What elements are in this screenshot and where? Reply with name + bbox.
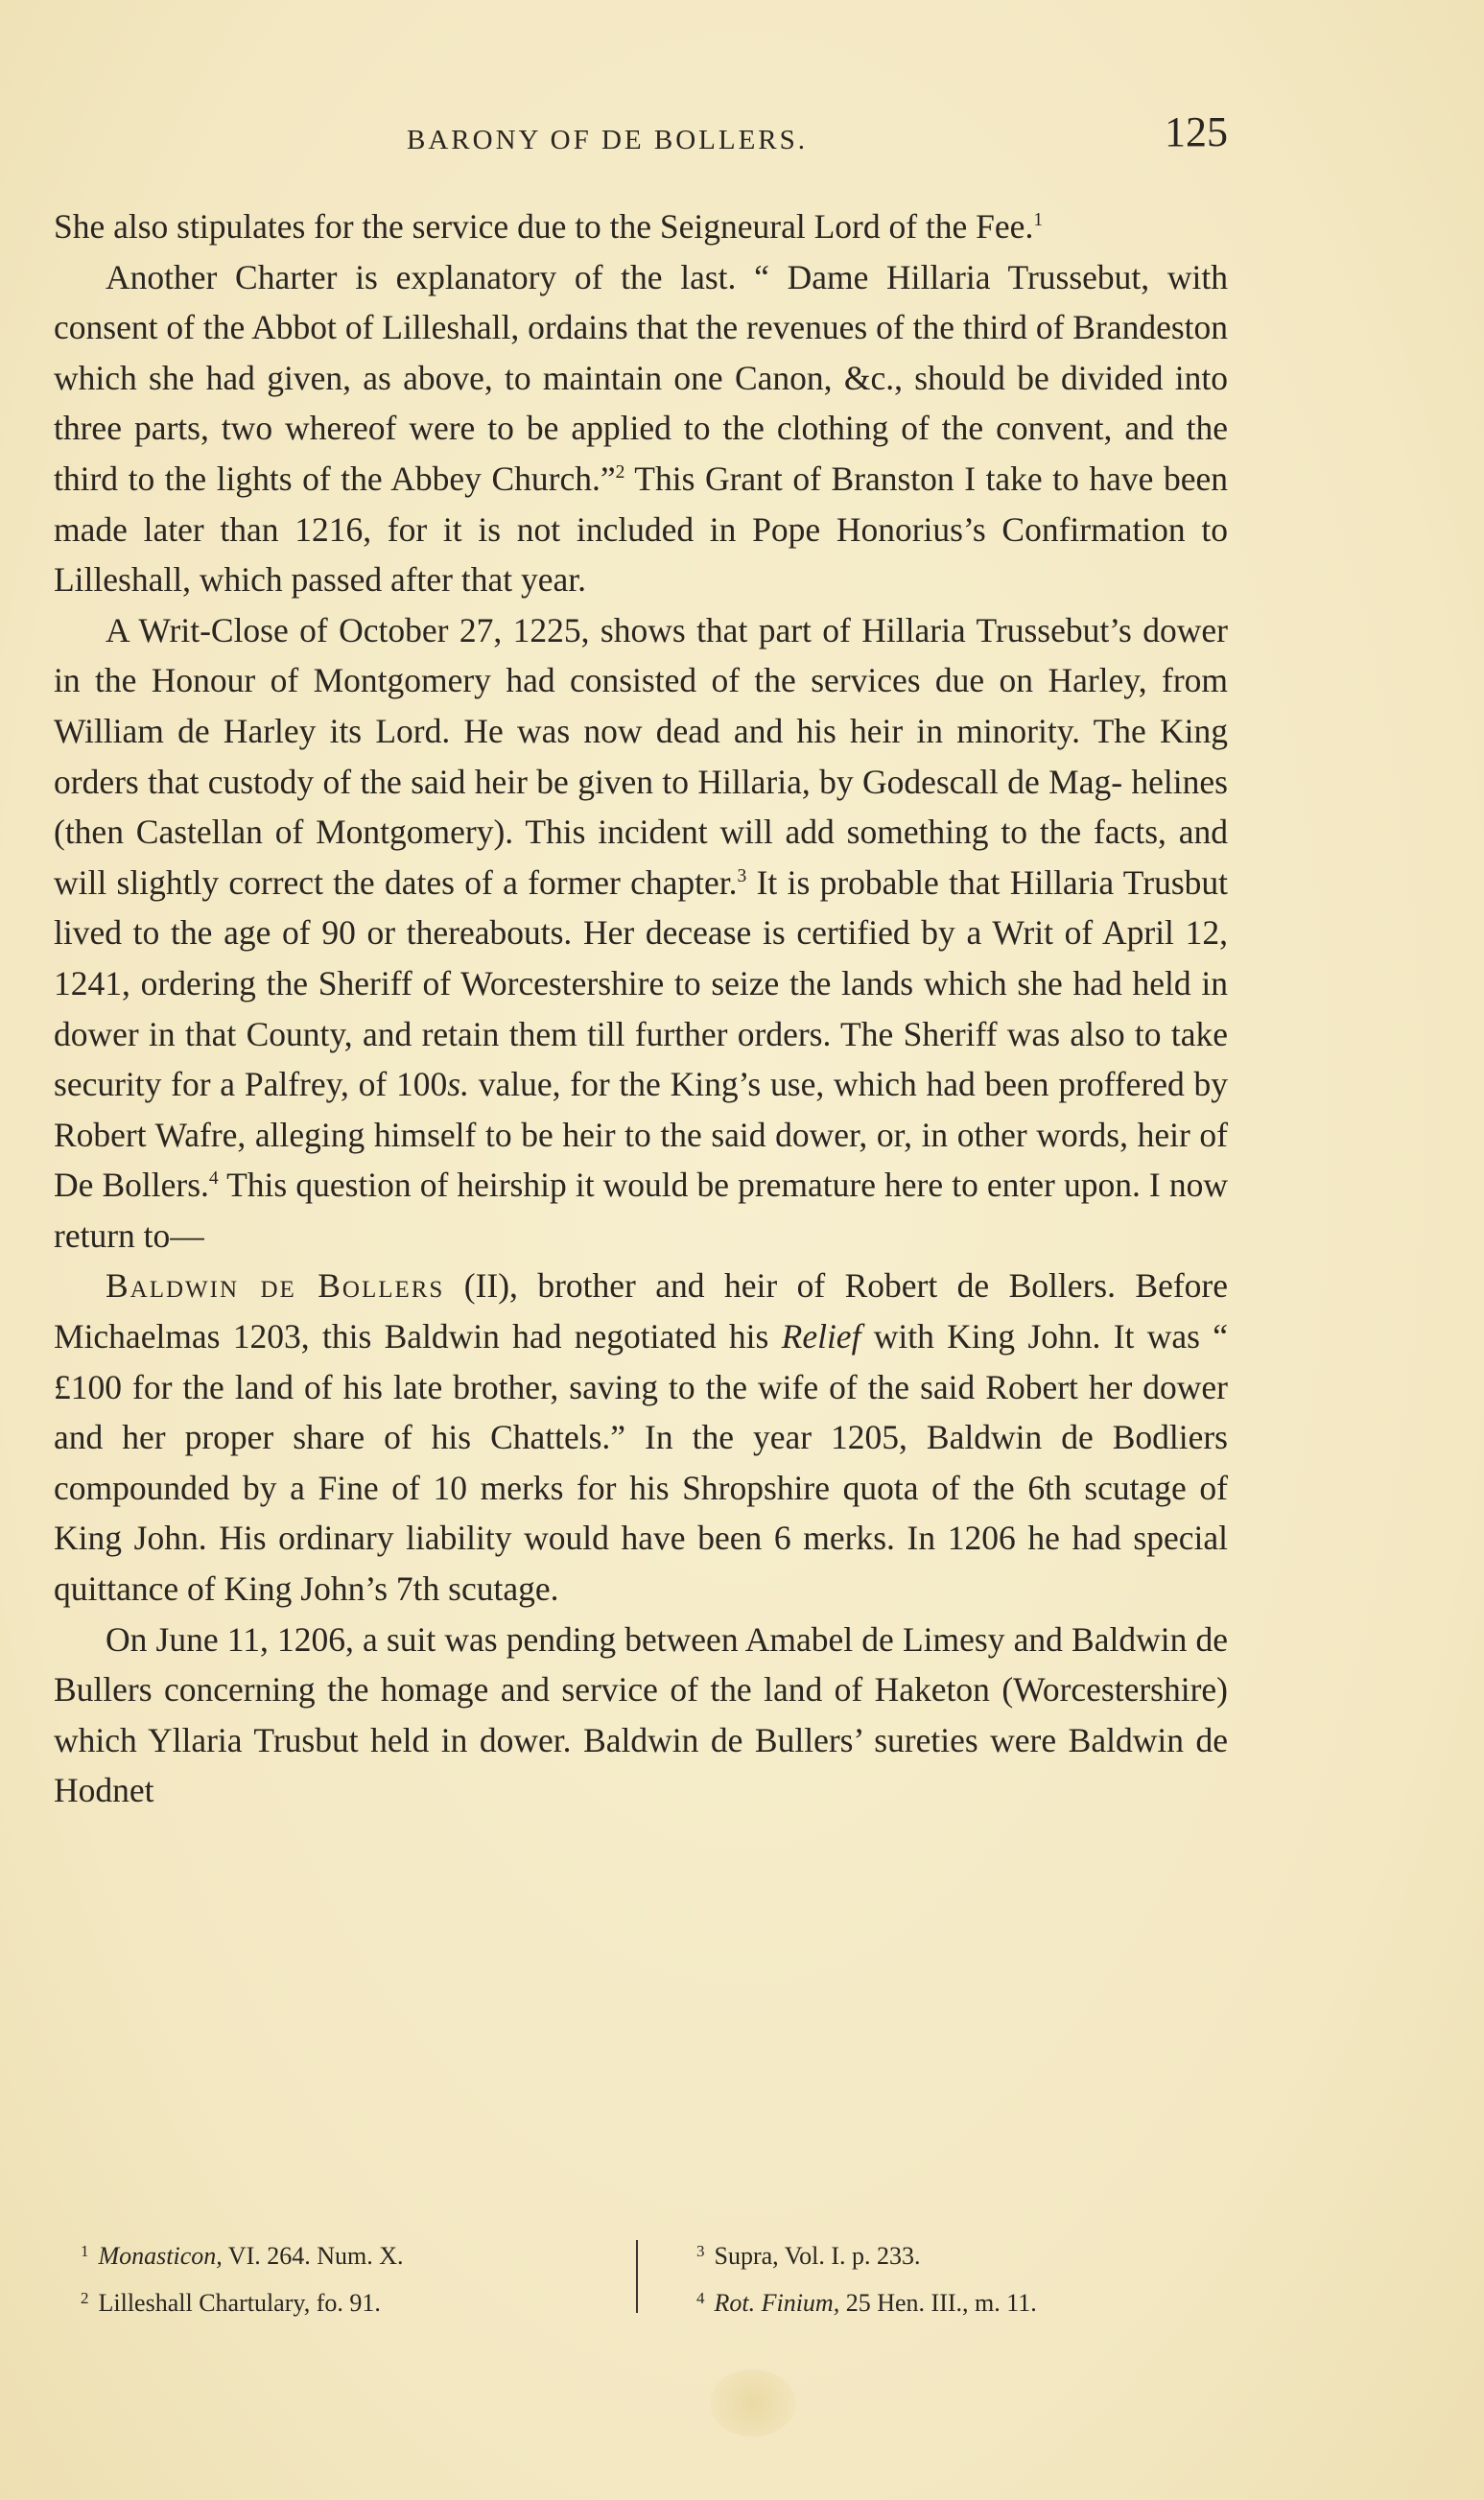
paragraph-2: Another Charter is explanatory of the last. “ Dame Hillaria Trussebut, with consent of the Abbot of Lilleshall, ordains that the revenues of the third of Brandeston which she had given, as above, to maintain one Canon, &c., should be divided into three parts, two whereof were to be applied to the clothing of the convent, and the third to the lights of the Abbey Church.”$^2$ This Grant of Branston I take to have been made later than 1216, for it is not included in Pope Honorius’s Confirmation to Lilleshall, which passed after that year. xyxy=(54,257,1228,600)
footnote-3: $^3$ Supra, Vol. I. p. 233. xyxy=(696,2242,921,2270)
footnotes xyxy=(54,2230,1228,2317)
footnotes-right-column xyxy=(696,2230,1037,2324)
footnote-ref-4[interactable]: 4 xyxy=(208,1168,219,1190)
footnote-ref-1[interactable]: 1 xyxy=(1033,210,1044,231)
running-head: BARONY OF DE BOLLERS. xyxy=(407,125,809,155)
paragraph-4: Baldwin de Bollers (II), brother and heir of Robert de Bollers. Before Michaelmas 1203, this Baldwin had negotiated his Relief with King John. It was “ £100 for the land of his late brother, saving to the wife of the said Robert her dower and her proper share of his Chattels.” In the year 1205, Baldwin de Bodliers compounded by a Fine of 10 merks for his Shropshire quota of the 6th scutage of King John. His ordinary liability would have been 6 merks. In 1206 he had special quittance of King John’s 7th scutage. xyxy=(54,1266,1228,1609)
paragraph-3: A Writ-Close of October 27, 1225, shows that part of Hillaria Trussebut’s dower in the Honour of Montgomery had consisted of the services due on Harley, from William de Harley its Lord. He was now dead and his heir in minority. The King orders that custody of the said heir be given to Hillaria, by Godescall de Mag- helines (then Castellan of Montgomery). This incident will add something to the facts, and will slightly correct the dates of a former chapter.$^3$ It is probable that Hillaria Trusbut lived to the age of 90 or thereabouts. Her decease is certified by a Writ of April 12, 1241, ordering the Sheriff of Worcestershire to seize the lands which she had held in dower in that County, and retain them till further orders. The Sheriff was also to take security for a Palfrey, of 100s. value, for the King’s use, which had been proffered by Robert Wafre, alleging himself to be heir to the said dower, or, in other words, heir of De Bollers.$^4$ This question of heirship it would be premature here to enter upon. I now return to— xyxy=(54,610,1228,1255)
paragraph-1: She also stipulates for the service due to the Seigneural Lord of the Fee.$^1$ xyxy=(54,207,1044,246)
footnote-4: $^4$ Rot. Finium, 25 Hen. III., m. 11. xyxy=(696,2289,1037,2317)
page-number: 125 xyxy=(1165,108,1228,155)
footnotes-left-column xyxy=(81,2230,404,2324)
footnote-2: $^2$ Lilleshall Chartulary, fo. 91. xyxy=(81,2289,381,2317)
footnote-ref-2[interactable]: 2 xyxy=(615,462,625,483)
person-name: Baldwin de Bollers xyxy=(106,1266,445,1306)
footnote-1: $^1$ Monasticon, VI. 264. Num. X. xyxy=(81,2242,404,2270)
page-header xyxy=(61,107,1228,169)
footnote-divider xyxy=(636,2240,638,2313)
main-text xyxy=(54,201,1228,1816)
paper-stain xyxy=(710,2370,796,2437)
paragraph-5: On June 11, 1206, a suit was pending between Amabel de Limesy and Baldwin de Bullers concerning the homage and service of the land of Haketon (Worcestershire) which Yllaria Trusbut held in dower. Baldwin de Bullers’ sureties were Baldwin de Hodnet xyxy=(54,1619,1228,1810)
footnote-ref-3[interactable]: 3 xyxy=(737,865,747,886)
